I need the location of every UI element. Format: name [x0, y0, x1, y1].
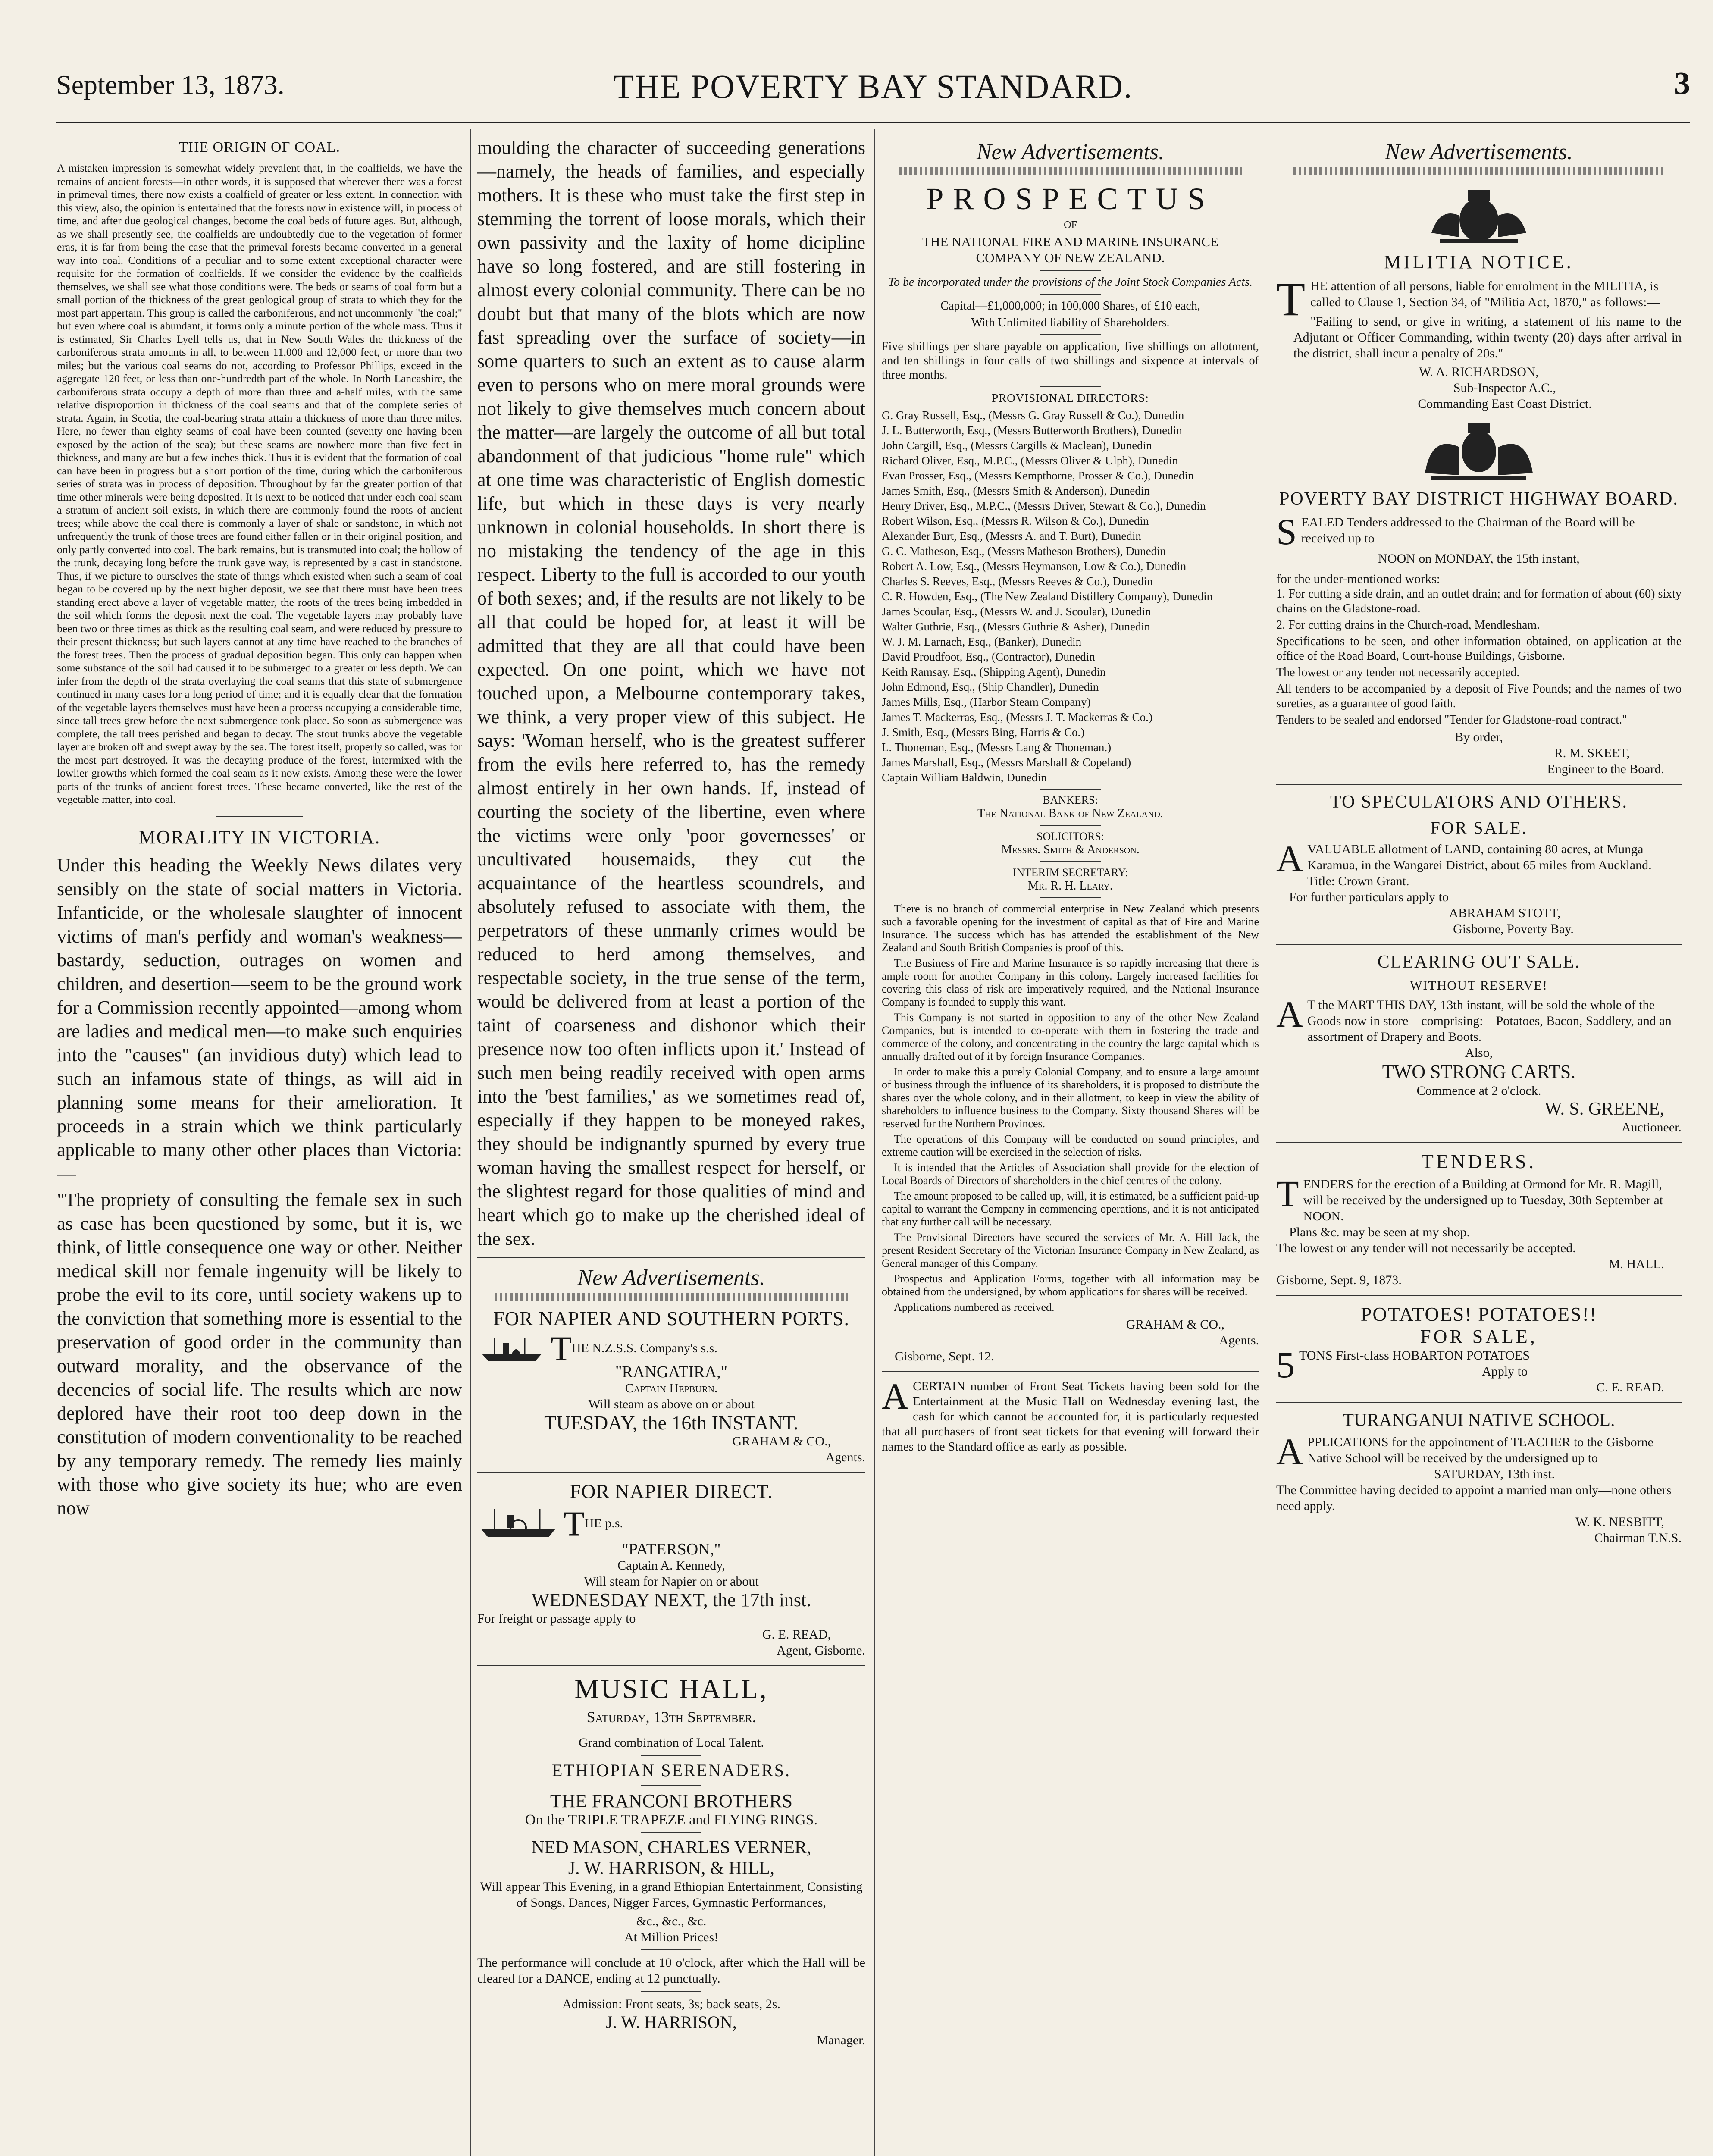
sealed-tenders-text: EALED Tenders addressed to the Chairman of the Board will be received up to [1301, 515, 1635, 545]
richardson-name: W. A. RICHARDSON, [1419, 365, 1539, 379]
potatoes-heading: POTATOES! POTATOES!! [1360, 1303, 1597, 1325]
director-entry: Captain William Baldwin, Dunedin [882, 771, 1047, 784]
divider [641, 1991, 701, 1992]
morality-article-body: Under this heading the Weekly News dilates very sensibly on the state of social matters in Victoria. Infanticide, or the wholesale slaughter of innocent victims of man's perfidy and woman's weakness—bastardy, seduction, outrages on women and children, and desertion—seem to be the ground work for a Commission recently appointed—among whom are ladies and medical men—to make such enquiries into the "causes" (an invidious duty) which lead to such an infamous state of things, as will aid in planning some means for their amelioration. It proceeds in a strain which we think particularly applicable to many other other places than Victoria:— [57, 854, 462, 1184]
particulars-line: For further particulars apply to [1289, 890, 1449, 904]
prospectus-paragraph: Prospectus and Application Forms, together with all information may be obtained from the undersigned, by whom applications for shares will be received. [882, 1272, 1259, 1298]
land-allotment: AVALUABLE allotment of LAND, containing 80 acres, at Munga Karamua, in the Wangarei District, about 65 miles from Auckland. Title: Crown Grant. [1276, 838, 1652, 888]
coal-article-title: THE ORIGIN OF COAL. [179, 139, 341, 155]
napier-southern-heading: FOR NAPIER AND SOUTHERN PORTS. [493, 1307, 849, 1329]
prospectus-of: OF [1064, 219, 1077, 231]
rangatira-captain: Captain Hepburn. [625, 1381, 718, 1395]
column-3 [882, 136, 1259, 2156]
divider [1276, 784, 1682, 785]
director-entry: David Proudfoot, Esq., (Contractor), Dunedin [882, 650, 1095, 663]
prospectus-heading: PROSPECTUS [926, 182, 1215, 216]
engineer-label: Engineer to the Board. [1547, 762, 1664, 776]
paterson-ship-name: "PATERSON," [622, 1540, 721, 1558]
napier-direct-heading: FOR NAPIER DIRECT. [570, 1480, 773, 1502]
prospectus-paragraph: The Business of Fire and Marine Insurance is so rapidly increasing that there is ample room for another Company in this colony. Largely increased facilities for covering this class of risk are imperatively required, and the National Insurance Company is founded to supply this want. [882, 957, 1259, 1008]
director-entry: Robert A. Low, Esq., (Messrs Heymanson, Low & Co.), Dunedin [882, 560, 1187, 573]
paterson-line-1: HE p.s. [584, 1516, 623, 1530]
rangatira-ad: THE N.Z.S.S. Company's s.s. "RANGATIRA," Captain Hepburn. Will steam as above on or about TUESDAY, the 16th INSTANT. GRAHAM & CO., Agents. [477, 1334, 865, 1465]
front-seat-notice: ACERTAIN number of Front Seat Tickets having been sold for the Entertainment at the Music Hall on Wednesday evening last, the cash for which cannot be accounted for, it is particularly requested that all purchasers of front seat tickets for that evening will forward their names to the Standard office as early as possible. [882, 1376, 1259, 1454]
new-advertisements-heading: New Advertisements. [976, 140, 1165, 164]
harrison-hill-line: J. W. HARRISON, & HILL, [568, 1858, 775, 1878]
tenders-notice: TENDERS for the erection of a Building at Ormond for Mr. R. Magill, will be received by the undersigned up to Tuesday, 30th September at NOON. [1276, 1173, 1663, 1223]
ornamental-rule [899, 167, 1242, 175]
director-entry: James Scoular, Esq., (Messrs W. and J. Scoular), Dunedin [882, 605, 1151, 618]
rangatira-agent: GRAHAM & CO., [732, 1434, 831, 1448]
skeet-name: R. M. SKEET, [1554, 746, 1630, 760]
for-sale-2: FOR SALE, [1420, 1326, 1538, 1347]
auctioneer-label: Auctioneer. [1621, 1120, 1682, 1134]
stott-place: Gisborne, Poverty Bay. [1453, 922, 1574, 936]
school-applications-text: PPLICATIONS for the appointment of TEACHER to the Gisborne Native School will be received by the undersigned up to [1307, 1435, 1653, 1465]
morality-article-continued: moulding the character of succeeding generations—namely, the heads of families, and especially mothers. It is these who must take the first step in stemming the torrent of loose morals, which their own passivity and the laxity of home dicipline have so long fostered, and are still fostering in almost every colonial community. There can be no doubt but that many of the blots which are now fast spreading over the surface of society—in some quarters to such an extent as to cause alarm even to persons who on mere moral grounds were not likely to give themselves much concern about the matter—are largely the outcome of all but total abandonment of that judicious "home rule" which at one time was characteristic of English domestic life, but which in these days is very nearly unknown in colonial households. In short there is no mistaking the tendency of the age in this respect. Liberty to the full is accorded to our youth of both sexes; and, if the results are not likely to be all that could be hoped for, at least it will be admitted that they are all that could have been expected. On one point, which we have not touched upon, a Melbourne contemporary takes, we think, a very proper view of this subject. He says: 'Woman herself, who is the greatest sufferer from the evils here referred to, has the remedy almost entirely in her own hands. If, instead of courting the society of the libertine, even where the victims were only 'poor governesses' or uncultivated housemaids, they cut the acquaintance of the heartless scoundrels, and absolutely refused to associate with them, the perpetrators of these unmanly crimes would be reduced to herd among themselves, and respectable society, in the true sense of the term, would be delivered from at least a portion of the taint of coarseness and dishonor which their presence now too often inflicts upon it.' Instead of such men being readily received with open arms into the 'best families,' as we sometimes read of, especially if they happen to be moneyed rakes, they should be indignantly spurned by every true woman having the smallest respect for herself, or the slightest regard for those qualities of mind and heart which go to make up the cherished ideal of the sex. [477, 137, 865, 1249]
secretary-heading: INTERIM SECRETARY: [1012, 866, 1128, 879]
divider [1040, 334, 1101, 335]
jw-harrison: J. W. HARRISON, [606, 2012, 737, 2032]
prospectus-paragraph: There is no branch of commercial enterprise in New Zealand which presents such a favorable opening for the investment of capital as that of Fire and Marine Insurance. The success which has has attended the establishment of the New Zealand and South British Companies is proof of this. [882, 903, 1259, 954]
director-entry: James Mills, Esq., (Harbor Steam Company) [882, 696, 1091, 708]
paterson-ad: THE p.s. "PATERSON," Captain A. Kennedy, Will steam for Napier on or about WEDNESDAY NEXT, the 17th inst. For freight or passage apply to G. E. READ, Agent, Gisborne. [477, 1505, 865, 1658]
director-entry: James Smith, Esq., (Messrs Smith & Anderson), Dunedin [882, 484, 1150, 497]
rangatira-ship-name: "RANGATIRA," [615, 1363, 728, 1381]
sealed-tenders: SEALED Tenders addressed to the Chairman of the Board will be received up to [1276, 511, 1635, 552]
secretary-name: Mr. R. H. Leary. [1028, 879, 1113, 893]
apply-line: Apply to [1482, 1364, 1528, 1379]
divider [1040, 861, 1101, 862]
mart-sale-text: T the MART THIS DAY, 13th instant, will be sold the whole of the Goods now in store—comprising:—Potatoes, Bacon, Saddlery, and an assortment of Drapery and Boots. [1307, 998, 1672, 1044]
divider [882, 1371, 1259, 1372]
rangatira-agents-label: Agents. [825, 1450, 865, 1464]
paterson-steam: Will steam for Napier on or about [584, 1574, 759, 1589]
director-entry: W. J. M. Larnach, Esq., (Banker), Dunedin [882, 635, 1082, 648]
divider [1040, 386, 1101, 387]
ornamental-rule [495, 1293, 848, 1301]
manager-label: Manager. [817, 2033, 865, 2047]
royal-crest-icon [1423, 181, 1535, 246]
million-prices: At Million Prices! [624, 1930, 719, 1944]
tender-deposit: All tenders to be accompanied by a deposit of Five Pounds; and the names of two sureties, as a guarantee of good faith. [1276, 682, 1682, 710]
divider [477, 1665, 865, 1666]
franconi-brothers: THE FRANCONI BROTHERS [550, 1790, 793, 1811]
work-item-2: 2. For cutting drains in the Church-road, Mendlesham. [1276, 618, 1540, 632]
etc-line: &c., &c., &c. [636, 1914, 707, 1928]
morality-article-quote: "The propriety of consulting the female sex in such as case has been questioned by some, but it is, we think, of little consequence one way or other. Neither medical skill nor female ingenuity will be likely to probe the evil to its core, until society wakens up to the conviction that something more is essential to the preservation of good order in the community than outward morality, and the observance of the decencies of social life. The results which are now deplored have their root too deep down in the constitution of modern conventionality to be reached by any temporary remedy. The remedy lies mainly with those who give society its hue; who are even now [57, 1189, 462, 1519]
divider [641, 1755, 701, 1756]
directors-list [882, 408, 1259, 784]
chairman-label: Chairman T.N.S. [1594, 1531, 1682, 1545]
rangatira-date: TUESDAY, the 16th INSTANT. [544, 1412, 799, 1434]
prospectus-paragraph: In order to make this a purely Colonial Company, and to ensure a large amount of business through the influence of its shareholders, it is proposed to distribute the shares over the whole colony, and in their allotment, to keep in view the ability of shareholders to influence business to the Company. Sixty thousand Shares will be reserved for the Northern Provinces. [882, 1065, 1259, 1130]
divider [1276, 944, 1682, 945]
without-reserve: WITHOUT RESERVE! [1410, 978, 1548, 993]
prospectus-paragraph: The Provisional Directors have secured the services of Mr. A. Hill Jack, the present Resident Secretary of the Victorian Insurance Company in New Zealand, as General manager of this Company. [882, 1231, 1259, 1269]
masthead-rule [56, 122, 1690, 123]
tenders-text: ENDERS for the erection of a Building at Ormond for Mr. R. Magill, will be received by the undersigned up to Tuesday, 30th September at NOON. [1303, 1177, 1663, 1223]
read-name: C. E. READ. [1596, 1380, 1664, 1395]
rangatira-steam: Will steam as above on or about [588, 1397, 755, 1411]
specifications: Specifications to be seen, and other information obtained, on application at the office of the Road Board, Court-house Buildings, Gisborne. [1276, 635, 1682, 663]
graham-agents-label: Agents. [1219, 1333, 1259, 1348]
director-entry: Henry Driver, Esq., M.P.C., (Messrs Driver, Stewart & Co.), Dunedin [882, 499, 1206, 512]
divider [641, 1949, 701, 1950]
conclude-line: The performance will conclude at 10 o'clock, after which the Hall will be cleared for a DANCE, ending at 12 punctually. [477, 1955, 865, 1986]
gisborne-date: Gisborne, Sept. 12. [895, 1349, 994, 1363]
tender-endorsed: Tenders to be sealed and endorsed "Tender for Gladstone-road contract." [1276, 713, 1627, 727]
director-entry: Alexander Burt, Esq., (Messrs A. and T. Burt), Dunedin [882, 530, 1141, 542]
front-seat-text: CERTAIN number of Front Seat Tickets having been sold for the Entertainment at the Music Hall on Wednesday evening last, the cash for which cannot be accounted for, it is particularly requested that all purchasers of front seat tickets for that evening will forward their names to the Standard office as early as possible. [882, 1379, 1259, 1454]
coal-article-body: A mistaken impression is somewhat widely prevalent that, in the coalfields, we have the remains of ancient forests—in other words, it is supposed that wherever there was a forest in primeval times, there now exists a coalfield of greater or less extent. In connection with this view, also, the opinion is entertained that the forests now in existence will, in process of time, and after due geological changes, become the coal beds of future ages. But, although, as we shall presently see, the coalfields are undoubtedly due to the vegetation of former eras, it is far from being the case that the primeval forests became converted in a general way into coal. Conditions of a peculiar and to some extent exceptional character were requisite for the formation of coalfields. If we consider the evidence by the coalfields themselves, we shall see what those conditions were. The beds or seams of coal form but a small portion of the thickness of the great geological group of strata to which they for the most part appertain. This group is called the carboniferous, and not uncommonly "the coal;" but even where coal is abundant, it forms only a minute portion of the whole mass. Thus it is estimated, Sir Charles Lyell tells us, that in New South Wales the thickness of the carboniferous strata amounts in all, to between 11,000 and 12,000 feet, or more than two miles; but the various coal seams do not, according to Professor Phillips, exceed in the aggregate 120 feet, or less than one-hundredth part of the whole. In North Lancashire, the carboniferous strata occupy a depth of more than three and a-half miles, with the same relative disproportion in thickness of the coal seams and that of the complete series of strata. Again, in Scotia, the coal-bearing strata attain a thickness of more than three miles. Here, no fewer than eighty seams of coal have been counted (seventy-one having been exposed by the action of the sea); but these seams are nowhere more than five feet in thickness, and many are but a few inches thick. Thus it is evident that the formation of coal can have been in progress but a short portion of the time, during which the carboniferous series of strata was in process of deposition. Throughout by far the greater portion of that time other minerals were being deposited. It is next to be noticed that under each coal seam a stratum of ancient soil exists, in which there are commonly found the roots of ancient trees; while above the coal there is commonly a layer of shale or sandstone, in which not unfrequently the trunk of those trees are found either fallen or in their original position, and only partly converted into coal. The bark remains, but is transmuted into coal; the hollow of the trunk, decaying long before the trunk gave way, is represented by a cast in standstone. Thus, if we picture to ourselves the state of things which existed when such a seam of coal began to be covered up by the next higher deposit, we see that there must have been trees standing erect above a layer of vegetable matter, the roots of the trees being imbedded in the soil which forms the deposit next the coal. The vegetable layers may probably have been two or three times as thick as the resulting coal seam, and were reduced by pressure to their present thickness; but such layers cannot at any time have reached to the branches of the forest trees. Then the process of gradual deposition began. This only can happen when some substance of the soil had caused it to be submerged to a greater or less depth. We can infer from the depth of the strata overlaying the coal seams that this state of submergence continued in many cases for a long period of time; and it is equally clear that the formation of the vegetable layers themselves must have been a process occupying a considerable time, since tall trees grew before the next submergence took place. So soon as submergence was complete, the tall trees perished and began to decay. The stout trunks above the vegetable layer are broken off and swept away by the sea. The forest itself, properly so called, was for the most part destroyed. It was the decaying produce of the forest, intermixed with the lowlier growths which formed the coal seam as it now exists. Among these were the lower parts of the trunks of ancient forest trees. These became converted, like the rest of the vegetable matter, into coal. [57, 162, 462, 805]
divider [1040, 270, 1101, 271]
for-sale-heading: FOR SALE. [1430, 818, 1528, 837]
trapeze-line: On the TRIPLE TRAPEZE and FLYING RINGS. [525, 1812, 818, 1828]
prospectus-paragraph: The operations of this Company will be conducted on sound principles, and extreme caution will be exercised in the selection of risks. [882, 1133, 1259, 1158]
mart-sale: A T the MART THIS DAY, 13th instant, will be sold the whole of the Goods now in store—comprising:—Potatoes, Bacon, Saddlery, and an assortment of Drapery and Boots. [1276, 993, 1672, 1044]
clearing-sale-heading: CLEARING OUT SALE. [1377, 952, 1581, 972]
plans-line: Plans &c. may be seen at my shop. [1289, 1225, 1470, 1239]
militia-notice-heading: MILITIA NOTICE. [1384, 251, 1574, 273]
prospectus-body [882, 903, 1259, 1314]
music-hall-grand: Grand combination of Local Talent. [579, 1736, 764, 1750]
column-1 [57, 136, 462, 2156]
potatoes-tons: TONS First-class HOBARTON POTATOES [1299, 1348, 1530, 1363]
director-entry: J. L. Butterworth, Esq., (Messrs Butterworth Brothers), Dunedin [882, 424, 1182, 437]
potatoes-offer: 5 TONS First-class HOBARTON POTATOES [1276, 1344, 1530, 1385]
director-entry: John Edmond, Esq., (Ship Chandler), Dunedin [882, 680, 1099, 693]
highway-board-heading: POVERTY BAY DISTRICT HIGHWAY BOARD. [1279, 489, 1679, 509]
saturday-line: SATURDAY, 13th inst. [1434, 1467, 1555, 1481]
director-entry: J. Smith, Esq., (Messrs Bing, Harris & Co.) [882, 726, 1085, 739]
stott-name: ABRAHAM STOTT, [1449, 906, 1561, 920]
director-entry: Evan Prosser, Esq., (Messrs Kempthorne, Prosser & Co.), Dunedin [882, 469, 1194, 482]
director-entry: James T. Mackerras, Esq., (Messrs J. T. Mackerras & Co.) [882, 711, 1152, 724]
paterson-captain: Captain A. Kennedy, [617, 1558, 725, 1573]
director-entry: C. R. Howden, Esq., (The New Zealand Distillery Company), Dunedin [882, 590, 1213, 603]
prospectus-paragraph: It is intended that the Articles of Association shall provide for the election of Local Boards of Directors of shareholders in the chief centres of the colony. [882, 1161, 1259, 1187]
newspaper-title: THE POVERTY BAY STANDARD. [613, 68, 1133, 105]
hall-name: M. HALL. [1608, 1257, 1664, 1271]
bankers-heading: BANKERS: [1043, 794, 1098, 806]
divider [1040, 897, 1101, 898]
paterson-agent-name: G. E. READ, [762, 1627, 831, 1642]
liability-line: With Unlimited liability of Shareholders. [971, 316, 1170, 329]
divider [1040, 294, 1101, 295]
bankers-name: The National Bank of New Zealand. [977, 807, 1163, 820]
commence-line: Commence at 2 o'clock. [1416, 1084, 1541, 1098]
native-school-heading: TURANGANUI NATIVE SCHOOL. [1343, 1410, 1615, 1430]
royal-arms-icon [1419, 417, 1539, 482]
music-hall-heading: MUSIC HALL, [574, 1673, 768, 1704]
solicitors-name: Messrs. Smith & Anderson. [1001, 843, 1140, 856]
new-advertisements-heading: New Advertisements. [577, 1266, 765, 1290]
greene-name: W. S. GREENE, [1544, 1099, 1664, 1119]
tenders-heading: TENDERS. [1421, 1150, 1537, 1172]
divider [1040, 825, 1101, 826]
director-entry: John Cargill, Esq., (Messrs Cargills & Maclean), Dunedin [882, 439, 1152, 452]
works-line: for the under-mentioned works:— [1276, 572, 1453, 586]
ned-mason-line: NED MASON, CHARLES VERNER, [531, 1838, 811, 1858]
militia-quote: "Failing to send, or give in writing, a statement of his name to the Adjutant or Officer Commanding, within twenty (20) days after arrival in the district, shall incur a penalty of 20s." [1293, 314, 1682, 360]
column-4 [1276, 136, 1682, 2156]
divider [477, 1257, 865, 1258]
solicitors-heading: SOLICITORS: [1037, 830, 1104, 843]
lowest-tender: The lowest or any tender not necessarily accepted. [1276, 666, 1520, 679]
militia-text-body: HE attention of all persons, liable for enrolment in the MILITIA, is called to Clause 1, Section 34, of "Militia Act, 1870," as follows:— [1310, 279, 1660, 309]
morality-article-title: MORALITY IN VICTORIA. [138, 826, 381, 848]
director-entry: James Marshall, Esq., (Messrs Marshall & Copeland) [882, 756, 1131, 769]
divider [1276, 1402, 1682, 1403]
company-name: THE NATIONAL FIRE AND MARINE INSURANCE COMPANY OF NEW ZEALAND. [922, 234, 1218, 265]
land-allotment-text: VALUABLE allotment of LAND, containing 80 acres, at Munga Karamua, in the Wangarei District, about 65 miles from Auckland. Title: Crown Grant. [1307, 842, 1652, 888]
noon-line: NOON on MONDAY, the 15th instant, [1378, 552, 1580, 566]
prospectus-paragraph: The amount proposed to be called up, will, it is estimated, be a sufficient paid-up capital to warrant the Company in commencing operations, and it is not anticipated that any further call will be necessary. [882, 1190, 1259, 1228]
capital-line: Capital—£1,000,000; in 100,000 Shares, of £10 each, [940, 299, 1200, 313]
director-entry: G. Gray Russell, Esq., (Messrs G. Gray Russell & Co.), Dunedin [882, 409, 1184, 422]
paterson-agent-place: Agent, Gisborne. [777, 1643, 865, 1658]
column-2 [477, 136, 865, 2156]
nesbitt-name: W. K. NESBITT, [1575, 1515, 1664, 1529]
divider [1276, 1142, 1682, 1143]
hall-date: Gisborne, Sept. 9, 1873. [1276, 1273, 1402, 1287]
issue-date: September 13, 1873. [56, 69, 285, 100]
appear-line: Will appear This Evening, in a grand Ethiopian Entertainment, Consisting of Songs, Dances, Nigger Farces, Gymnastic Performances, [480, 1880, 863, 1910]
page-number: 3 [1674, 66, 1690, 101]
ornamental-rule [1293, 167, 1664, 175]
provisional-directors-heading: PROVISIONAL DIRECTORS: [992, 392, 1149, 404]
director-entry: Walter Guthrie, Esq., (Messrs Guthrie & Asher), Dunedin [882, 620, 1150, 633]
by-order: By order, [1454, 730, 1503, 744]
admission-line: Admission: Front seats, 3s; back seats, 2s. [562, 1997, 780, 2011]
sub-inspector: Sub-Inspector A.C., [1453, 381, 1556, 395]
prospectus-paragraph: Applications numbered as received. [894, 1301, 1055, 1313]
school-applications: APPLICATIONS for the appointment of TEACHER to the Gisborne Native School will be received by the undersigned up to [1276, 1431, 1653, 1472]
director-entry: Charles S. Reeves, Esq., (Messrs Reeves & Co.), Dunedin [882, 575, 1153, 588]
share-payment-terms: Five shillings per share payable on application, five shillings on allotment, and ten shillings in four calls of two shillings and sixpence at intervals of three months. [882, 340, 1259, 382]
divider [641, 1832, 701, 1833]
divider [641, 1785, 701, 1786]
speculators-heading: TO SPECULATORS AND OTHERS. [1330, 792, 1628, 812]
steamship-icon [477, 1334, 546, 1364]
director-entry: Keith Ramsay, Esq., (Shipping Agent), Dunedin [882, 665, 1106, 678]
paddle-steamer-icon [477, 1507, 559, 1542]
commanding: Commanding East Coast District. [1418, 397, 1592, 411]
divider [1276, 1295, 1682, 1296]
new-advertisements-heading: New Advertisements. [1385, 140, 1573, 164]
strong-carts: TWO STRONG CARTS. [1382, 1061, 1576, 1082]
incorporated-line: To be incorporated under the provisions of the Joint Stock Companies Acts. [888, 276, 1253, 289]
graham-agent: GRAHAM & CO., [1126, 1317, 1224, 1332]
work-item-1: 1. For cutting a side drain, and an outlet drain; and for formation of about (60) sixty chains on the Gladstone-road. [1276, 587, 1682, 615]
column-rule [470, 129, 471, 2156]
rangatira-line-1: HE N.Z.S.S. Company's s.s. [571, 1341, 717, 1355]
divider [477, 1472, 865, 1473]
lowest-line: The lowest or any tender will not necessarily be accepted. [1276, 1241, 1576, 1255]
also-line: Also, [1465, 1046, 1493, 1060]
director-entry: Robert Wilson, Esq., (Messrs R. Wilson & Co.), Dunedin [882, 514, 1149, 527]
masthead [56, 60, 1690, 116]
committee-line: The Committee having decided to appoint a married man only—none others need apply. [1276, 1483, 1672, 1513]
prospectus-paragraph: This Company is not started in opposition to any of the other New Zealand Companies, but is intended to co-operate with them in fostering the trade and commerce of the colony, and concentrating in the country the large capital which is annually drafted out of it by foreign Insurance Companies. [882, 1011, 1259, 1062]
ethiopian-serenaders: ETHIOPIAN SERENADERS. [551, 1761, 791, 1780]
militia-text: THE attention of all persons, liable for enrolment in the MILITIA, is called to Clause 1, Section 34, of "Militia Act, 1870," as follows:— [1276, 273, 1660, 326]
divider [216, 816, 303, 817]
music-hall-date: Saturday, 13th September. [586, 1708, 756, 1726]
divider [1040, 789, 1101, 790]
director-entry: Richard Oliver, Esq., M.P.C., (Messrs Oliver & Ulph), Dunedin [882, 454, 1178, 467]
director-entry: G. C. Matheson, Esq., (Messrs Matheson Brothers), Dunedin [882, 545, 1166, 558]
director-entry: L. Thoneman, Esq., (Messrs Lang & Thoneman.) [882, 741, 1112, 754]
paterson-date: WEDNESDAY NEXT, the 17th inst. [531, 1589, 811, 1611]
column-rule [874, 129, 875, 2156]
paterson-apply: For freight or passage apply to [477, 1611, 636, 1626]
